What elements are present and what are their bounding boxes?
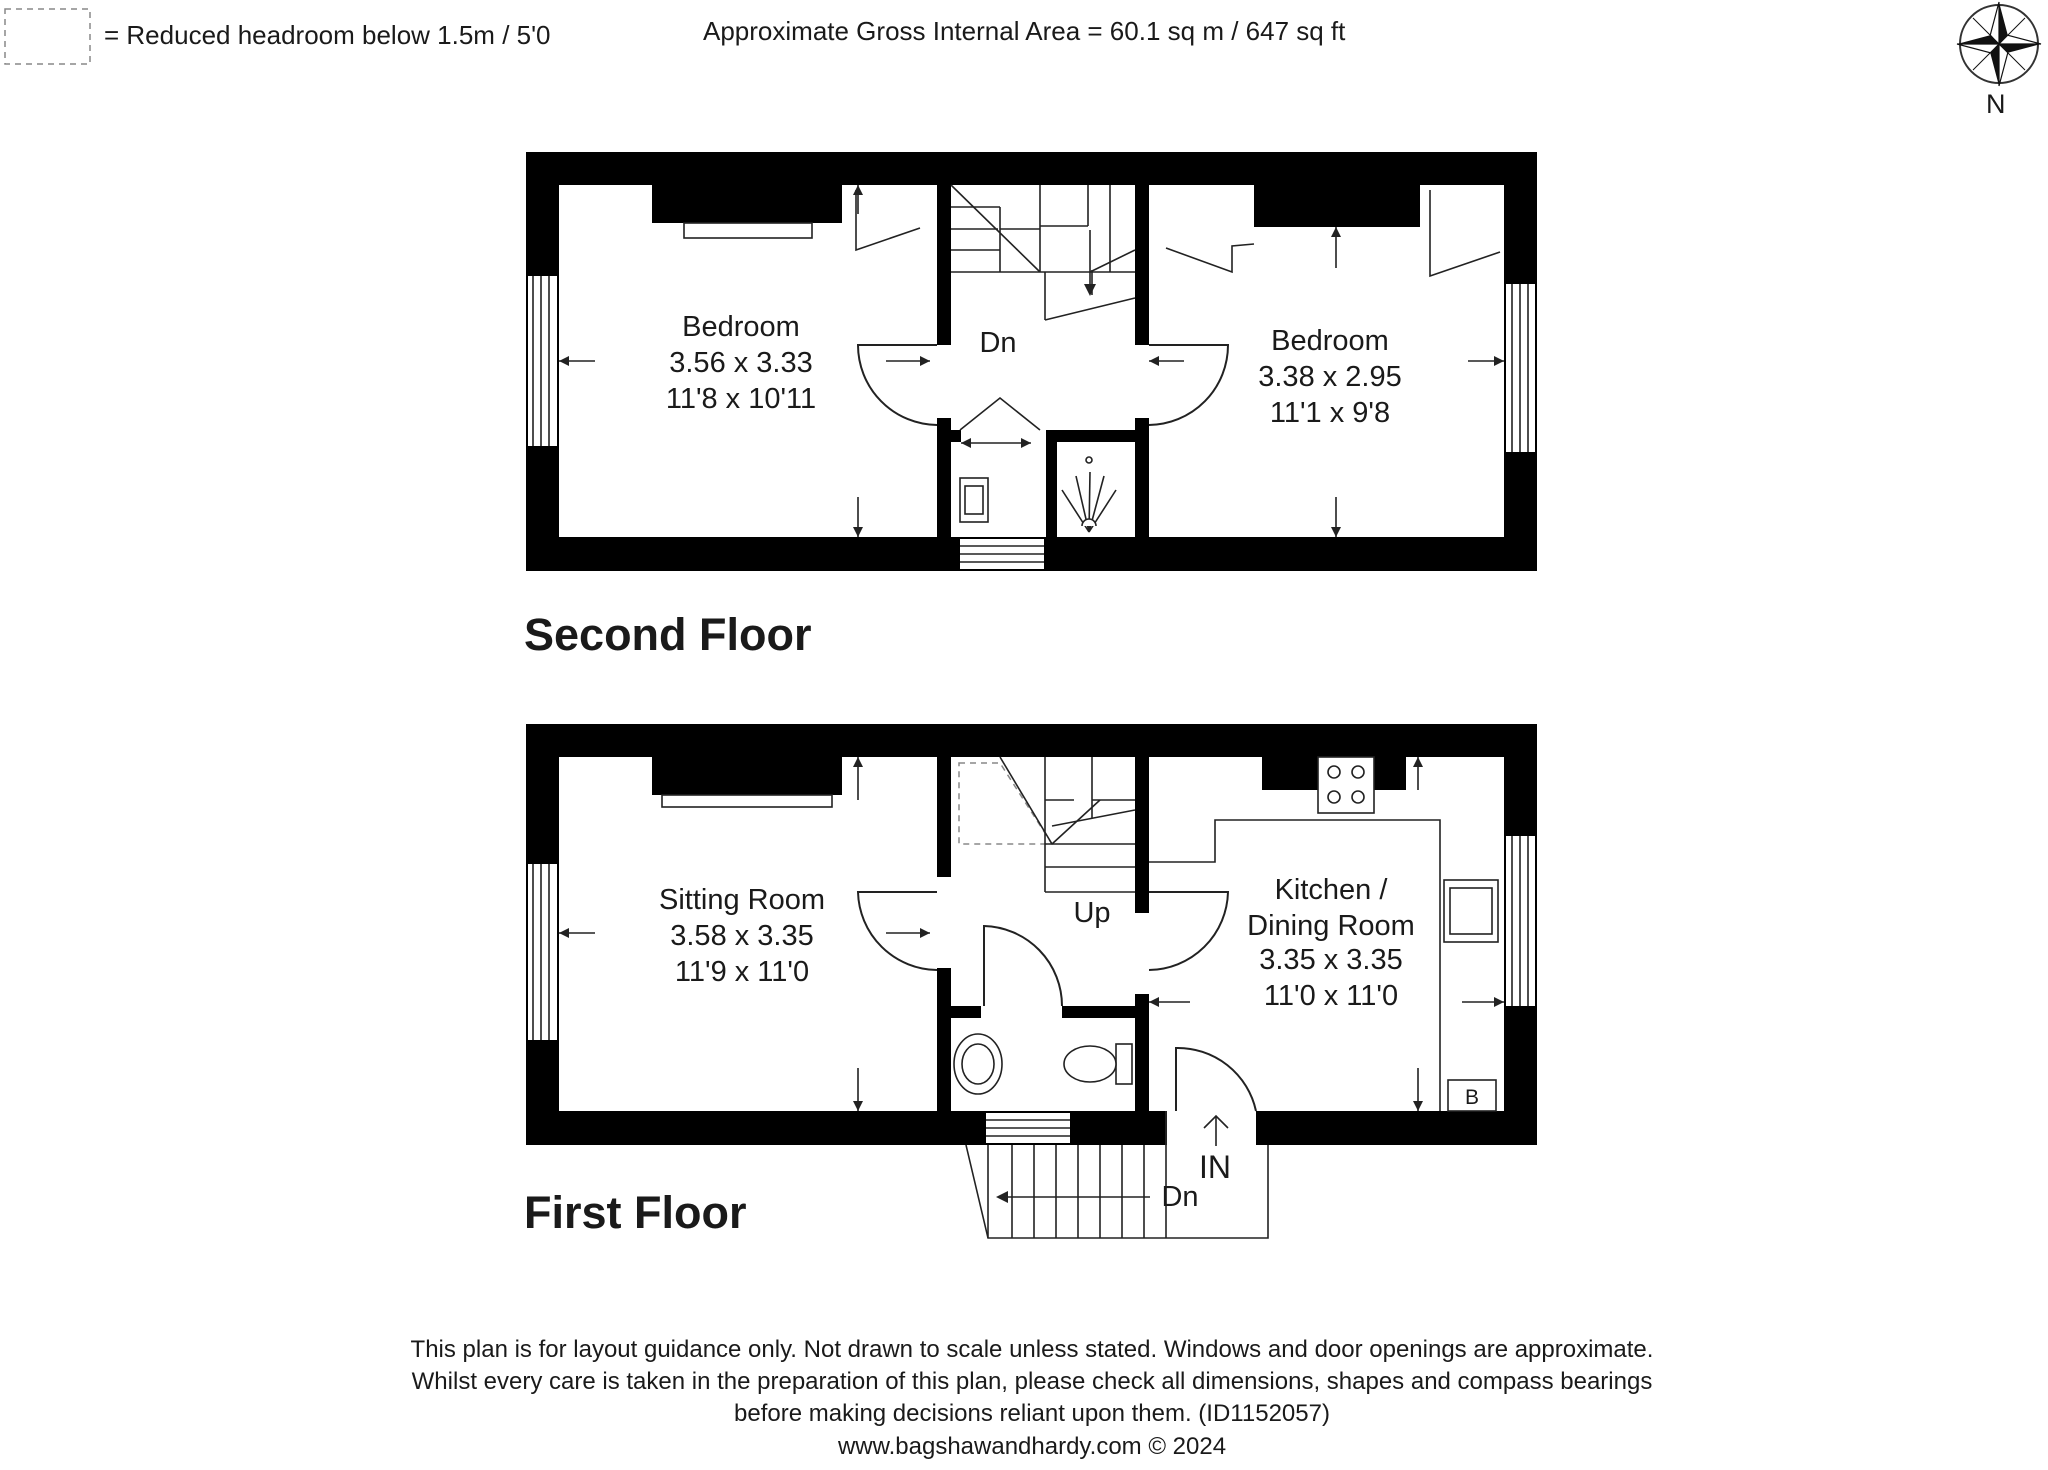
legend	[5, 9, 551, 64]
bedroom-left-door	[858, 345, 937, 425]
disclaimer-line: This plan is for layout guidance only. Not drawn to scale unless stated. Windows and door openings are approximate.	[410, 1336, 1654, 1363]
shower-tray	[1062, 457, 1116, 532]
second-floor-plan	[524, 152, 1537, 660]
entrance-label: IN	[1199, 1149, 1231, 1185]
kitchen-name-line1: Kitchen /	[1274, 874, 1388, 906]
compass-star-icon	[1957, 2, 2041, 86]
wall	[1135, 757, 1149, 913]
website-copyright: www.bagshawandhardy.com © 2024	[837, 1433, 1227, 1460]
wall	[526, 724, 1537, 757]
wall	[526, 152, 1537, 185]
sitting-room-metric: 3.58 x 3.35	[670, 920, 814, 952]
stair-up-label: Up	[1073, 897, 1111, 929]
wall	[937, 418, 951, 537]
wardrobe-door	[856, 190, 920, 250]
chimney-breast	[1254, 185, 1420, 227]
wall	[1062, 1006, 1149, 1018]
wardrobe-door	[1166, 244, 1254, 272]
chimney-breast	[652, 757, 842, 795]
second-floor-title: Second Floor	[524, 609, 812, 660]
compass-north-label: N	[1986, 89, 2006, 119]
bathroom-door	[960, 398, 1040, 430]
bedroom-left-metric: 3.56 x 3.33	[669, 347, 813, 379]
gross-area-text: Approximate Gross Internal Area = 60.1 sq m / 647 sq ft	[703, 16, 1346, 46]
first-floor-plan	[524, 724, 1537, 1238]
stair-down-label: Dn	[979, 327, 1017, 359]
kitchen-name-line2: Dining Room	[1247, 910, 1415, 942]
toilet-icon	[1116, 1044, 1132, 1084]
sitting-room-imperial: 11'9 x 11'0	[674, 956, 810, 988]
disclaimer-line: before making decisions reliant upon them. (ID1152057)	[734, 1400, 1330, 1427]
bedroom-right-metric: 3.38 x 2.95	[1258, 361, 1402, 393]
wall	[937, 757, 951, 877]
compass	[1957, 2, 2041, 119]
chimney-breast	[652, 185, 842, 223]
wall	[937, 185, 951, 345]
fireplace-hearth	[662, 795, 832, 807]
sitting-room-name: Sitting Room	[658, 884, 826, 916]
kitchen-imperial: 11'0 x 11'0	[1263, 980, 1399, 1012]
wall	[1046, 430, 1149, 442]
legend-text: = Reduced headroom below 1.5m / 5'0	[104, 20, 551, 50]
wardrobe-door	[1430, 190, 1500, 276]
fireplace-hearth	[684, 223, 812, 238]
wall	[1256, 1111, 1537, 1145]
reduced-headroom-swatch	[5, 9, 90, 64]
bedroom-left-imperial: 11'8 x 10'11	[665, 383, 817, 415]
wall	[937, 968, 951, 1111]
wall	[951, 1006, 981, 1018]
hob-icon	[1318, 757, 1374, 813]
bedroom-right-door	[1149, 345, 1228, 425]
boiler-label: B	[1464, 1086, 1480, 1109]
wall	[1135, 185, 1149, 345]
external-stair-label: Dn	[1161, 1181, 1199, 1213]
disclaimer-line: Whilst every care is taken in the preparation of this plan, please check all dimensions, shapes and compass bearings	[411, 1368, 1653, 1395]
first-floor-title: First Floor	[524, 1187, 747, 1238]
kitchen-door	[1149, 892, 1228, 970]
bedroom-left-name: Bedroom	[682, 311, 800, 343]
entrance-arrow-icon	[1204, 1116, 1228, 1146]
wall	[951, 430, 961, 442]
staircase	[951, 185, 1135, 320]
bedroom-right-name: Bedroom	[1271, 325, 1389, 357]
disclaimer	[411, 1336, 1654, 1460]
bedroom-right-imperial: 11'1 x 9'8	[1269, 397, 1391, 429]
staircase	[959, 757, 1135, 892]
wall	[1046, 430, 1057, 537]
reduced-headroom-area	[959, 763, 1052, 844]
wc-door	[984, 926, 1062, 1006]
front-door	[1176, 1048, 1256, 1111]
kitchen-metric: 3.35 x 3.35	[1259, 944, 1403, 976]
